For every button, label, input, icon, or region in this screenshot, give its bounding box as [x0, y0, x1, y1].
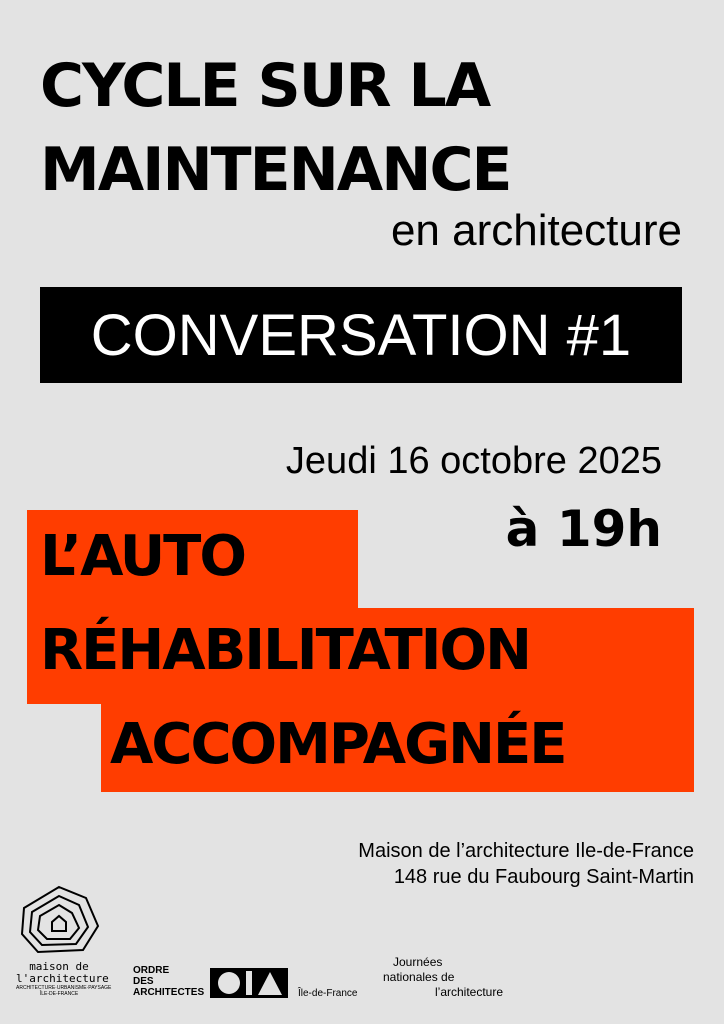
- ordre-line-1: ORDRE: [133, 965, 170, 976]
- headline-line-1: L’AUTO: [40, 524, 245, 589]
- headline-line-2: RÉHABILITATION: [40, 618, 530, 683]
- ordre-architectes-logo-text: [133, 965, 204, 998]
- journees-line-3: l’architecture: [435, 985, 504, 999]
- ile-de-france-logo: Île-de-France: [298, 988, 358, 999]
- journees-architecture-logo: [383, 955, 503, 1000]
- ordre-architectes-mark-icon: [210, 967, 290, 999]
- conversation-label: CONVERSATION #1: [90, 302, 632, 368]
- venue-address: [358, 838, 694, 890]
- title-line-1: CYCLE SUR LA: [40, 51, 490, 121]
- subtitle: en architecture: [390, 206, 682, 255]
- event-time: à 19h: [505, 500, 662, 558]
- title-line-2: MAINTENANCE: [40, 135, 511, 205]
- headline-line-3: ACCOMPAGNÉE: [110, 712, 566, 777]
- address-line-1: Maison de l’architecture Ile-de-France: [358, 840, 694, 862]
- ordre-line-2: DES: [133, 976, 154, 987]
- maison-logo-tagline-2: ÎLE-DE-FRANCE: [39, 991, 79, 997]
- address-line-2: 148 rue du Faubourg Saint-Martin: [393, 866, 694, 888]
- maison-logo-tagline-1: ARCHITECTURE·URBANISME·PAYSAGE: [16, 985, 112, 991]
- event-date: Jeudi 16 octobre 2025: [285, 440, 662, 482]
- journees-line-2: nationales de: [383, 970, 455, 984]
- maison-logo-line-2: l'architecture: [16, 972, 109, 985]
- conversation-banner: [40, 287, 682, 383]
- house-icon: [16, 884, 102, 956]
- maison-logo-line-1: maison de: [29, 960, 89, 973]
- maison-architecture-logo: [16, 884, 112, 997]
- journees-line-1: Journées: [393, 955, 443, 969]
- ordre-line-3: ARCHITECTES: [133, 987, 205, 998]
